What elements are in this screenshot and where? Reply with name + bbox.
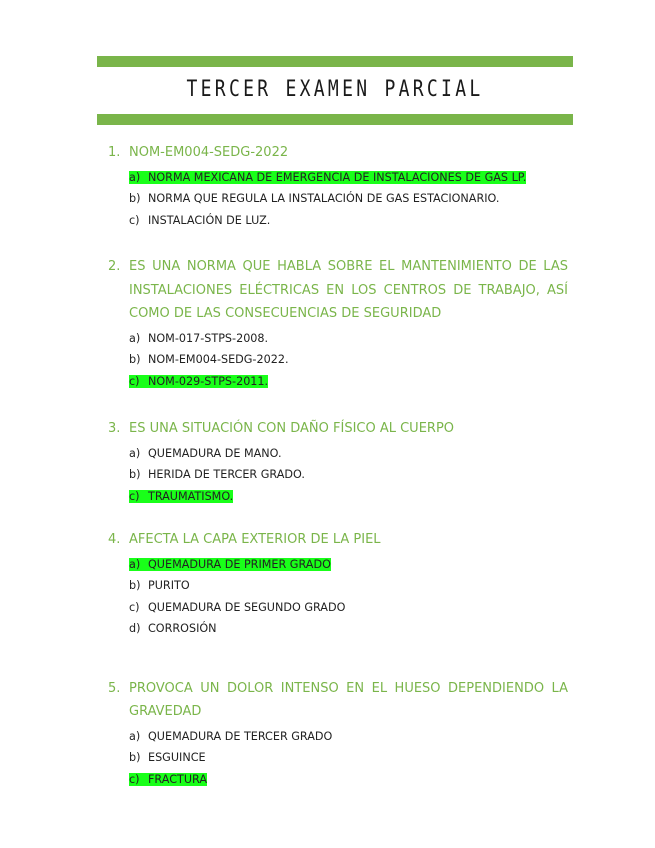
option-c bbox=[129, 597, 568, 619]
option-letter: c) bbox=[129, 772, 140, 786]
page-title: TERCER EXAMEN PARCIAL bbox=[186, 77, 484, 102]
option-text: QUEMADURA DE TERCER GRADO bbox=[148, 729, 333, 743]
option-text: QUEMADURA DE SEGUNDO GRADO bbox=[148, 600, 346, 614]
option-letter: a) bbox=[129, 331, 141, 345]
option-d bbox=[129, 618, 568, 640]
question-4 bbox=[108, 528, 568, 640]
question-text: AFECTA LA CAPA EXTERIOR DE LA PIEL bbox=[129, 532, 381, 547]
option-text: ESGUINCE bbox=[148, 751, 206, 764]
answer-highlight bbox=[129, 558, 331, 571]
answer-highlight bbox=[129, 490, 233, 503]
option-list bbox=[108, 443, 568, 508]
option-text: FRACTURA bbox=[148, 772, 208, 786]
option-a bbox=[129, 726, 568, 748]
option-list bbox=[108, 328, 568, 393]
option-letter: c) bbox=[129, 213, 140, 227]
option-text: NORMA QUE REGULA LA INSTALACIÓN DE GAS ESTACIONARIO. bbox=[148, 192, 500, 205]
question-list bbox=[108, 141, 568, 790]
header-top-bar bbox=[97, 56, 573, 67]
option-text: NOM-EM004-SEDG-2022. bbox=[148, 353, 289, 366]
option-c bbox=[129, 371, 568, 393]
option-text: HERIDA DE TERCER GRADO. bbox=[148, 468, 305, 481]
question-text: NOM-EM004-SEDG-2022 bbox=[129, 145, 289, 160]
option-b bbox=[129, 349, 568, 371]
option-letter: c) bbox=[129, 600, 140, 614]
question-text: ES UNA SITUACIÓN CON DAÑO FÍSICO AL CUERPO bbox=[129, 421, 455, 436]
option-letter: b) bbox=[129, 353, 141, 366]
option-text: NOM-029-STPS-2011. bbox=[148, 374, 269, 388]
option-letter: c) bbox=[129, 489, 140, 503]
option-text: NOM-017-STPS-2008. bbox=[148, 331, 269, 345]
answer-highlight bbox=[129, 375, 268, 388]
option-list bbox=[108, 167, 568, 232]
question-5 bbox=[108, 677, 568, 791]
option-b bbox=[129, 747, 568, 769]
option-list bbox=[108, 554, 568, 640]
option-b bbox=[129, 575, 568, 597]
option-a bbox=[129, 554, 568, 576]
question-number: 3. bbox=[108, 421, 121, 436]
option-text: QUEMADURA DE PRIMER GRADO bbox=[148, 557, 331, 571]
option-text: NORMA MEXICANA DE EMERGENCIA DE INSTALACIONES DE GAS LP. bbox=[148, 170, 527, 184]
option-letter: a) bbox=[129, 170, 141, 184]
question-1 bbox=[108, 141, 568, 231]
option-b bbox=[129, 188, 568, 210]
option-a bbox=[129, 167, 568, 189]
header-bottom-bar bbox=[97, 114, 573, 125]
option-a bbox=[129, 443, 568, 465]
option-text: INSTALACIÓN DE LUZ. bbox=[148, 213, 271, 227]
option-text: QUEMADURA DE MANO. bbox=[148, 446, 282, 460]
option-text: TRAUMATISMO. bbox=[148, 489, 234, 503]
question-3 bbox=[108, 417, 568, 507]
question-number: 2. bbox=[108, 259, 121, 274]
answer-highlight bbox=[129, 171, 526, 184]
question-number: 5. bbox=[108, 680, 121, 696]
option-letter: d) bbox=[129, 622, 141, 635]
option-letter: a) bbox=[129, 446, 141, 460]
question-number: 4. bbox=[108, 532, 121, 547]
question-2 bbox=[108, 255, 568, 392]
option-list bbox=[108, 726, 568, 791]
option-letter: b) bbox=[129, 579, 141, 592]
option-letter: c) bbox=[129, 374, 140, 388]
option-text: PURITO bbox=[148, 579, 190, 592]
option-c bbox=[129, 210, 568, 232]
option-letter: b) bbox=[129, 751, 141, 764]
option-letter: a) bbox=[129, 557, 141, 571]
option-letter: a) bbox=[129, 729, 141, 743]
option-c bbox=[129, 769, 568, 791]
question-number: 1. bbox=[108, 145, 121, 160]
option-letter: b) bbox=[129, 468, 141, 481]
option-c bbox=[129, 486, 568, 508]
question-text: PROVOCA UN DOLOR INTENSO EN EL HUESO DEPENDIENDO LA GRAVEDAD bbox=[129, 680, 568, 719]
question-text: ES UNA NORMA QUE HABLA SOBRE EL MANTENIMIENTO DE LAS INSTALACIONES ELÉCTRICAS EN LOS CENTROS DE TRABAJO, ASÍ COMO DE LAS CONSECUENCIAS DE SEGURIDAD bbox=[129, 259, 568, 321]
option-a bbox=[129, 328, 568, 350]
answer-highlight bbox=[129, 773, 207, 786]
option-letter: b) bbox=[129, 192, 141, 205]
option-b bbox=[129, 464, 568, 486]
option-text: CORROSIÓN bbox=[148, 622, 217, 635]
